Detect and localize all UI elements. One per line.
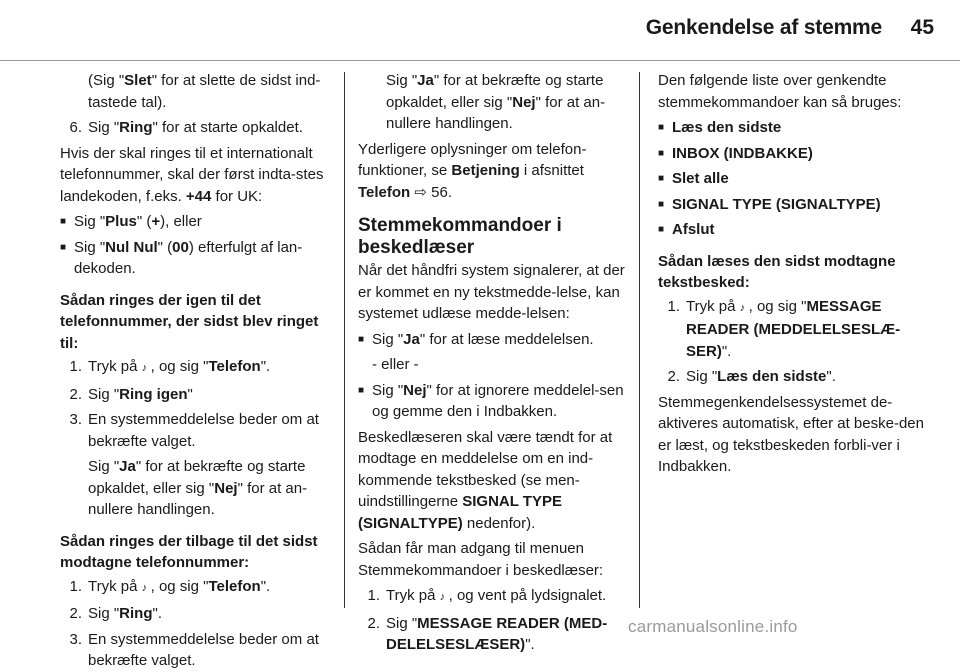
bullet-item: ■ INBOX (INDBAKKE) (658, 143, 930, 165)
bullet-icon: ■ (60, 241, 67, 253)
bullet-icon: ■ (658, 198, 665, 210)
section-heading: Sådan læses den sidst modtagne tekstbesked: (658, 252, 896, 291)
page-title: Genkendelse af stemme (645, 16, 882, 39)
bullet-icon: ■ (60, 216, 67, 227)
bullet-icon: ■ (658, 147, 665, 159)
section-heading: Sådan ringes der igen til det telefonnummer, der sidst blev ringet til: (60, 291, 319, 352)
column-3 (658, 70, 930, 610)
column-1 (60, 70, 330, 669)
bullet-item: ■ Sig "Nej" for at ignorere meddelel-sen og gemme den i Indbakken. (358, 380, 630, 423)
list-item: 1. Tryk på ♪ , og sig "Telefon". (60, 576, 330, 600)
header-divider (0, 60, 960, 61)
bullet-item: ■ Læs den sidste (658, 117, 930, 139)
paragraph: Når det håndfri system signalerer, at der er kommet en ny tekstmedde-lelse, kan systemet udlæse medde-lelsen: (358, 262, 625, 322)
bullet-item: ■ SIGNAL TYPE (SIGNALTYPE) (658, 194, 930, 216)
list-item: 6. Sig "Ring" for at starte opkaldet. (69, 119, 303, 136)
bullet-icon: ■ (658, 224, 665, 235)
paragraph: Sig "Ja" for at bekræfte og starte opkaldet, eller sig "Nej" for at an-nullere handlingen. (88, 458, 308, 518)
list-item: 1. Tryk på ♪ , og sig "MESSAGE READER (MEDDELELSESLÆ-SER)". (667, 297, 901, 360)
paragraph: Stemmegenkendelsessystemet de-aktiveres automatisk, efter at beske-den er læst, og tekstbeskeden forbli-ver i Indbakken. (658, 393, 924, 475)
paragraph: Sådan får man adgang til menuen Stemmekommandoer i beskedlæser: (358, 540, 604, 579)
bullet-item: ■ Slet alle (658, 168, 930, 190)
paragraph: Yderligere oplysninger om telefon-funktioner, se Betjening i afsnittet Telefon ⇨ 56. (358, 140, 587, 201)
section-title: Stemmekommandoer i beskedlæser (358, 215, 562, 258)
bullet-icon: ■ (658, 122, 665, 133)
column-divider (344, 72, 345, 608)
paragraph: (Sig "Slet" for at slette de sidst ind-tastede tal). (88, 72, 321, 111)
list-item: 2. Sig "Læs den sidste". (667, 368, 836, 385)
section-heading: Sådan ringes der tilbage til det sidst modtagne telefonnummer: (60, 532, 318, 571)
page-header (0, 0, 960, 60)
list-item: 3. En systemmeddelelse beder om at bekræfte valget. (69, 411, 319, 450)
column-divider (639, 72, 640, 608)
bullet-item: ■ Sig "Plus" (+), eller (60, 211, 330, 233)
phone-icon: ♪ (439, 591, 446, 603)
bullet-icon: ■ (358, 384, 365, 396)
bullet-icon: ■ (658, 173, 665, 184)
list-item: 1. Tryk på ♪ , og sig "Telefon". (60, 356, 330, 380)
list-item: 3. En systemmeddelelse beder om at bekræfte valget. (69, 630, 319, 669)
paragraph: Sig "Ja" for at bekræfte og starte opkaldet, eller sig "Nej" for at an-nullere handlingen. (386, 72, 606, 132)
phone-icon: ♪ (141, 362, 148, 374)
paragraph: Beskedlæseren skal være tændt for at modtage en meddelelse om en ind-kommende tekstbesked (se men-uindstillingerne SIGNAL TYPE (SIGNALTYPE) nedenfor). (358, 428, 613, 532)
list-item: 2. Sig "Ring". (69, 605, 162, 622)
page-number: 45 (910, 16, 934, 39)
list-item: 2. Sig "MESSAGE READER (MED-DELELSESLÆSER)". (367, 614, 608, 653)
phone-icon: ♪ (739, 301, 746, 314)
bullet-item: ■ Sig "Ja" for at læse meddelelsen. (358, 329, 630, 351)
paragraph: Hvis der skal ringes til et internationalt telefonnummer, skal der først indta-stes landekoden, f.eks. +44 for UK: (60, 144, 324, 205)
bullet-item: ■ Sig "Nul Nul" (00) efterfulgt af lan-dekoden. (60, 237, 330, 280)
watermark: carmanualsonline.info (628, 617, 798, 636)
list-item: 2. Sig "Ring igen" (69, 385, 193, 403)
bullet-icon: ■ (358, 333, 365, 345)
paragraph: Den følgende liste over genkendte stemmekommandoer kan så bruges: (658, 72, 902, 111)
list-item: 1. Tryk på ♪ , og vent på lydsignalet. (358, 585, 630, 609)
page-ref-arrow-icon: ⇨ (410, 183, 427, 201)
phone-icon: ♪ (141, 581, 148, 594)
paragraph: - eller - (372, 356, 419, 373)
bullet-item: ■ Afslut (658, 219, 930, 241)
column-2 (358, 70, 630, 653)
